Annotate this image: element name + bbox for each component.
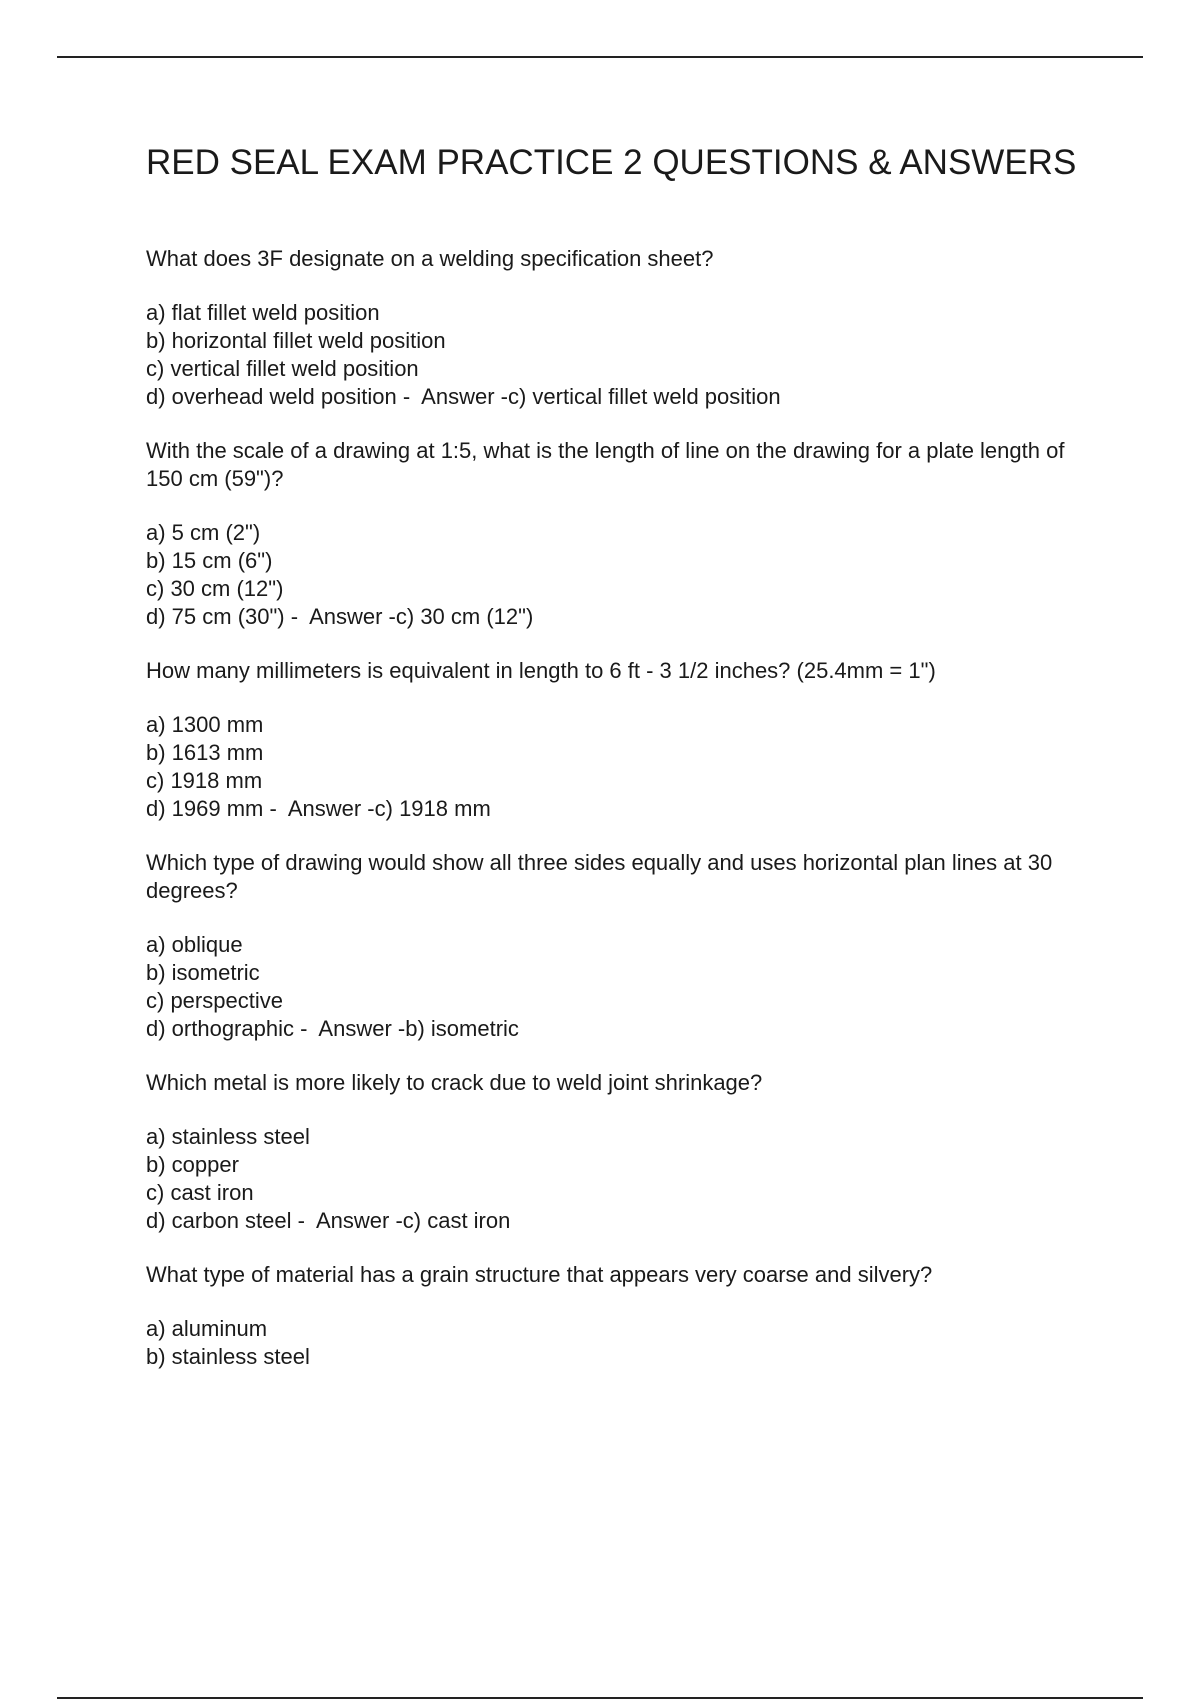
question-text: How many millimeters is equivalent in length to 6 ft - 3 1/2 inches? (25.4mm = 1") (146, 658, 936, 683)
question-5 (146, 1069, 1106, 1235)
question-6 (146, 1261, 1106, 1371)
question-text: Which type of drawing would show all three sides equally and uses horizontal plan lines at 30 degrees? (146, 850, 1053, 903)
option-c: c) cast iron (146, 1180, 254, 1205)
option-c: c) perspective (146, 988, 283, 1013)
option-d-with-answer: d) 75 cm (30") - Answer -c) 30 cm (12") (146, 604, 534, 629)
question-text: Which metal is more likely to crack due to weld joint shrinkage? (146, 1070, 763, 1095)
option-list (146, 1123, 1106, 1235)
option-d-with-answer: d) orthographic - Answer -b) isometric (146, 1016, 519, 1041)
option-a: a) flat fillet weld position (146, 300, 380, 325)
option-a: a) 5 cm (2") (146, 520, 261, 545)
option-d-with-answer: d) 1969 mm - Answer -c) 1918 mm (146, 796, 491, 821)
option-c: c) 1918 mm (146, 768, 263, 793)
option-d-with-answer: d) carbon steel - Answer -c) cast iron (146, 1208, 511, 1233)
option-b: b) 15 cm (6") (146, 548, 273, 573)
question-4 (146, 849, 1106, 1043)
option-c: c) vertical fillet weld position (146, 356, 419, 381)
option-a: a) oblique (146, 932, 243, 957)
bottom-divider (57, 1697, 1143, 1699)
option-list (146, 711, 1106, 823)
question-3 (146, 657, 1106, 823)
option-list (146, 931, 1106, 1043)
option-b: b) isometric (146, 960, 260, 985)
option-a: a) stainless steel (146, 1124, 310, 1149)
question-text: What does 3F designate on a welding specification sheet? (146, 246, 714, 271)
top-divider (57, 56, 1143, 58)
option-b: b) horizontal fillet weld position (146, 328, 446, 353)
option-b: b) stainless steel (146, 1344, 310, 1369)
option-b: b) 1613 mm (146, 740, 264, 765)
document-title: RED SEAL EXAM PRACTICE 2 QUESTIONS & ANSWERS (146, 143, 1077, 182)
option-list (146, 519, 1106, 631)
question-1 (146, 245, 1106, 411)
option-list (146, 1315, 1106, 1371)
option-list (146, 299, 1106, 411)
question-2 (146, 437, 1106, 631)
option-a: a) 1300 mm (146, 712, 264, 737)
option-b: b) copper (146, 1152, 239, 1177)
document-body (146, 142, 1106, 1397)
option-a: a) aluminum (146, 1316, 268, 1341)
question-text: With the scale of a drawing at 1:5, what is the length of line on the drawing for a plate length of 150 cm (59")? (146, 438, 1065, 491)
question-text: What type of material has a grain structure that appears very coarse and silvery? (146, 1262, 933, 1287)
option-d-with-answer: d) overhead weld position - Answer -c) vertical fillet weld position (146, 384, 781, 409)
option-c: c) 30 cm (12") (146, 576, 284, 601)
